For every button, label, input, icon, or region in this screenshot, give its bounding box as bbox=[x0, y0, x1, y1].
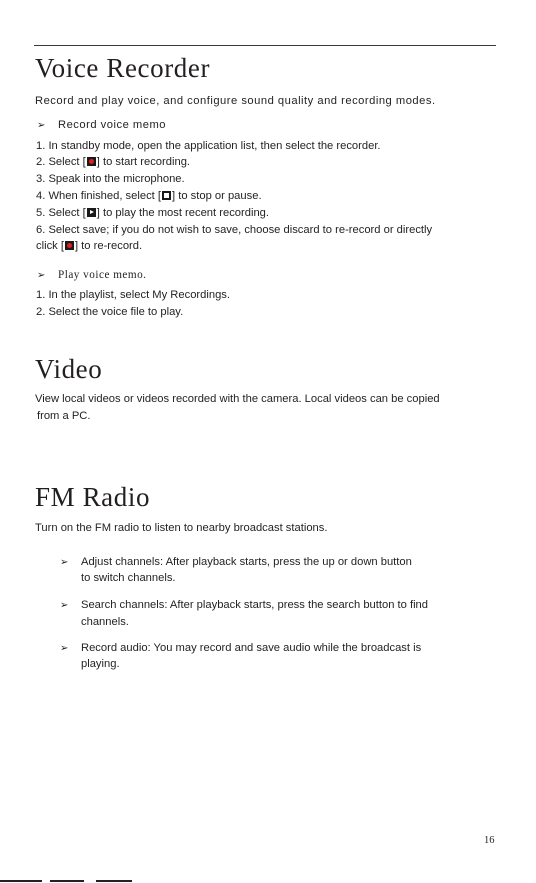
play-step-2: 2. Select the voice file to play. bbox=[36, 306, 184, 318]
fm-radio-title: FM Radio bbox=[35, 482, 151, 512]
stop-icon bbox=[162, 191, 171, 200]
play-memo-heading: Play voice memo. bbox=[58, 269, 147, 281]
play-icon bbox=[87, 208, 96, 217]
step-1: 1. In standby mode, open the application list, then select the recorder. bbox=[36, 140, 381, 152]
record-audio-line-2: playing. bbox=[81, 658, 120, 670]
record-icon bbox=[87, 157, 96, 166]
bottom-crop-mark bbox=[50, 880, 84, 882]
play-step-1: 1. In the playlist, select My Recordings. bbox=[36, 289, 231, 301]
voice-recorder-title: Voice Recorder bbox=[35, 53, 211, 83]
record-icon bbox=[65, 241, 74, 250]
page-number: 16 bbox=[484, 835, 495, 846]
video-title: Video bbox=[35, 354, 103, 384]
bullet-arrow-icon: ➢ bbox=[37, 270, 46, 281]
step-2: 2. Select [ ] to start recording. bbox=[36, 156, 191, 168]
bottom-crop-mark bbox=[0, 880, 42, 882]
search-channels-line-2: channels. bbox=[81, 616, 129, 628]
step-4: 4. When finished, select [ ] to stop or pause. bbox=[36, 190, 262, 202]
video-line-1: View local videos or videos recorded with the camera. Local videos can be copied bbox=[35, 393, 440, 405]
bullet-arrow-icon: ➢ bbox=[60, 557, 69, 568]
bullet-arrow-icon: ➢ bbox=[37, 120, 46, 131]
top-rule bbox=[34, 45, 496, 46]
adjust-channels-line-1: Adjust channels: After playback starts, press the up or down button bbox=[81, 556, 412, 568]
bullet-arrow-icon: ➢ bbox=[60, 600, 69, 611]
search-channels-line-1: Search channels: After playback starts, press the search button to find bbox=[81, 599, 429, 611]
bottom-crop-mark bbox=[96, 880, 132, 882]
step-6-continued: click [ ] to re-record. bbox=[36, 240, 143, 252]
voice-recorder-intro: Record and play voice, and configure sound quality and recording modes. bbox=[35, 95, 436, 107]
record-audio-line-1: Record audio: You may record and save audio while the broadcast is bbox=[81, 642, 422, 654]
bullet-arrow-icon: ➢ bbox=[60, 643, 69, 654]
step-3: 3. Speak into the microphone. bbox=[36, 173, 185, 185]
video-line-2: from a PC. bbox=[37, 410, 91, 422]
adjust-channels-line-2: to switch channels. bbox=[81, 572, 176, 584]
step-6: 6. Select save; if you do not wish to save, choose discard to re-record or directly bbox=[36, 224, 433, 236]
step-5: 5. Select [ ] to play the most recent recording. bbox=[36, 207, 269, 219]
fm-radio-intro: Turn on the FM radio to listen to nearby broadcast stations. bbox=[35, 522, 328, 534]
record-memo-heading: Record voice memo bbox=[58, 119, 166, 131]
